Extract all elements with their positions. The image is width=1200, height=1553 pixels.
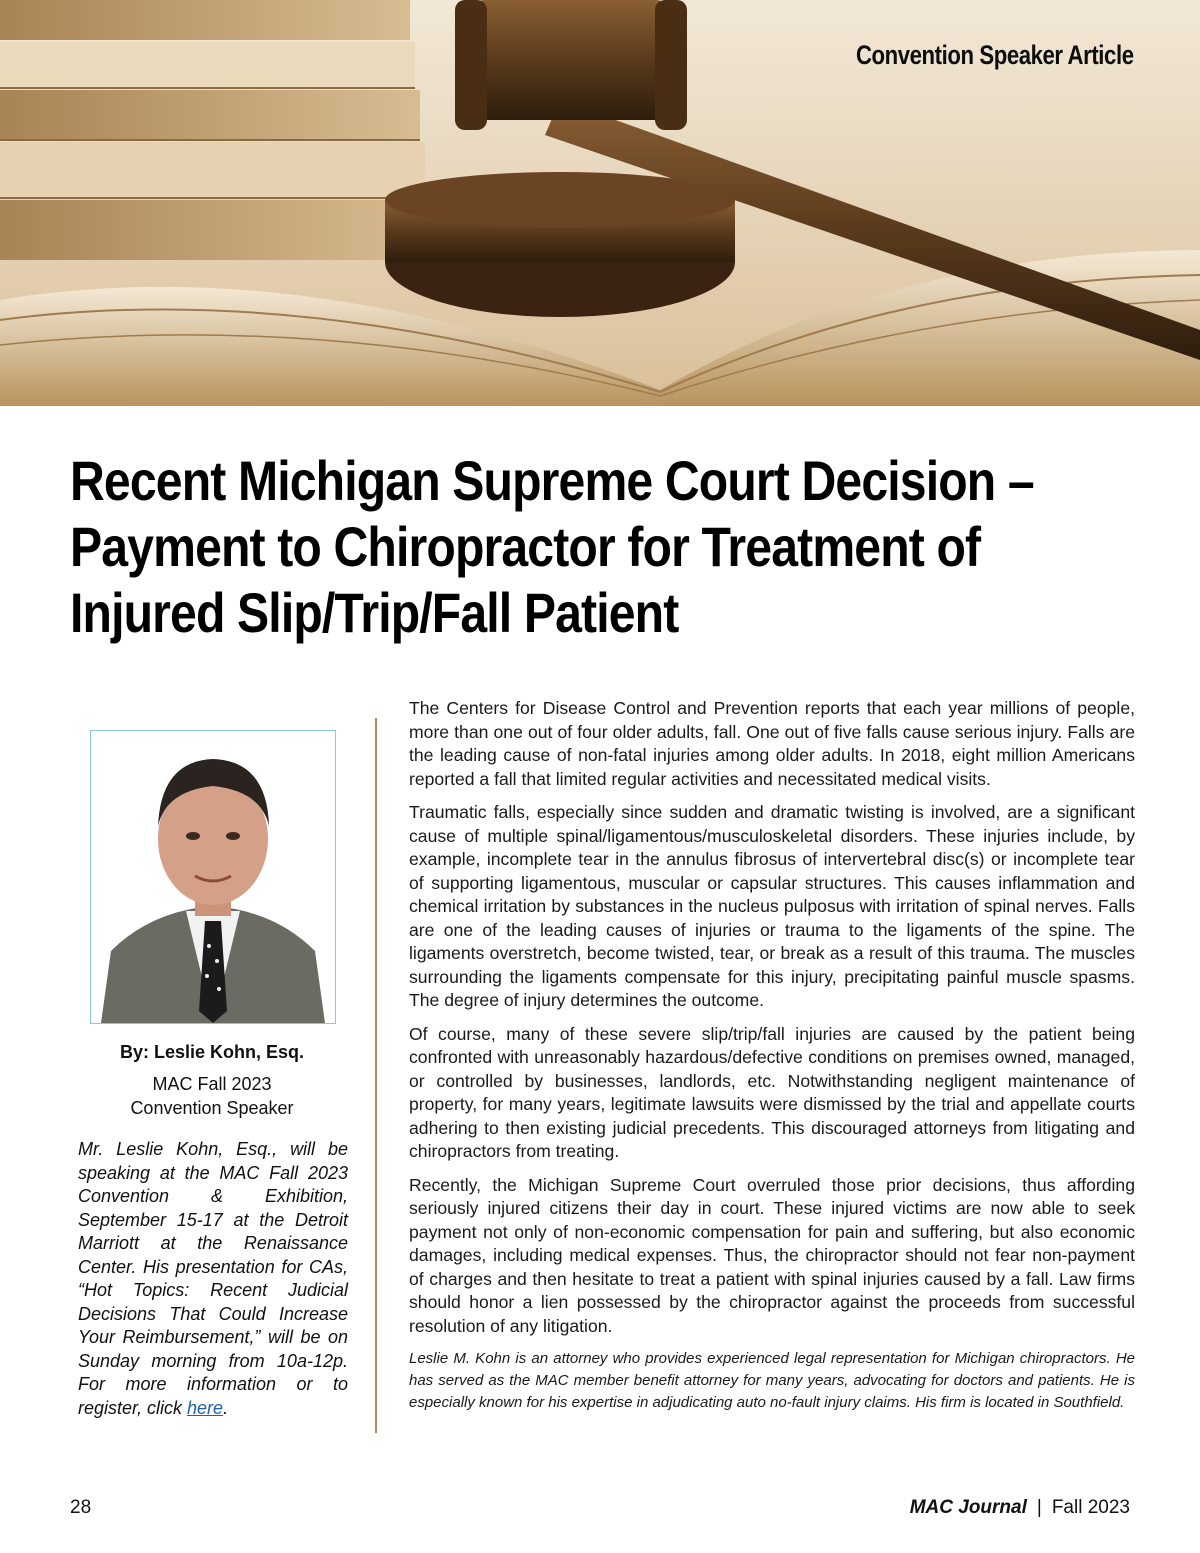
- title-line-2: Payment to Chiropractor for Treatment of: [70, 515, 981, 578]
- title-line-1: Recent Michigan Supreme Court Decision –: [70, 449, 1034, 512]
- speaker-role: [70, 1072, 354, 1120]
- title-line-3: Injured Slip/Trip/Fall Patient: [70, 581, 679, 644]
- author-byline: By: Leslie Kohn, Esq.: [119, 1042, 305, 1062]
- page-number: 28: [70, 1497, 92, 1518]
- issue-label: Fall 2023: [1051, 1497, 1130, 1518]
- article-paragraph-1: The Centers for Disease Control and Prevention reports that each year millions of people, more than one out of four older adults, fall. One out of five falls cause serious injury. Falls are the leading cause of non-fatal injuries among older adults. In 2018, eight million Americans reported a fall that limited regular activities and necessitated medical visits.: [409, 698, 1135, 789]
- section-kicker: Convention Speaker Article: [856, 40, 1134, 70]
- author-portrait-image: [91, 731, 335, 1023]
- hero-banner: [0, 0, 1200, 406]
- bio-end: .: [223, 1397, 229, 1418]
- bio-text: Mr. Leslie Kohn, Esq., will be speaking at the MAC Fall 2023 Convention & Exhibition, September 15-17 at the Detroit Marriott at the Renaissance Center. His presentation for CAs, “Hot Topics: Recent Judicial Decisions That Could Increase Your Reimbursement,” will be on Sunday morning from 10a-12p. For more information or to register, click: [78, 1139, 348, 1418]
- speaker-bio: [78, 1138, 348, 1420]
- role-line-2: Convention Speaker: [130, 1098, 294, 1118]
- article-paragraph-2: Traumatic falls, especially since sudden and dramatic twisting is involved, are a significant cause of multiple spinal/ligamentous/musculoskeletal disorders. These injuries include, by example, incomplete tear in the annulus fibrosus of intervertebral disc(s) or incomplete tear of supporting ligamentous, muscular or capsular structures. This causes inflammation and chemical irritation by substances in the nucleus pulposus with irritation of spinal nerves. Falls are one of the leading causes of injuries or trauma to the ligaments of the spine. The ligaments overstretch, become twisted, tear, or break as a result of this trauma. The muscles surrounding the ligaments compensate for this injury, precipitating painful muscle spasms. The degree of injury determines the outcome.: [409, 802, 1135, 1010]
- article-body: [409, 697, 1135, 1424]
- article-paragraph-3: Of course, many of these severe slip/trip/fall injuries are caused by the patient being confronted with unreasonably hazardous/defective conditions on premises owned, managed, or controlled by businesses, landlords, etc. Notwithstanding negligent maintenance of property, for many years, legitimate lawsuits were dismissed by the trial and appellate courts adhering to then existing judicial precedents. This discouraged attorneys from litigating and chiropractors from treating.: [409, 1023, 1135, 1161]
- footer-publication: [910, 1497, 1130, 1519]
- article-title: [70, 448, 1034, 646]
- journal-name: MAC Journal: [909, 1497, 1027, 1518]
- register-link[interactable]: here: [187, 1397, 224, 1418]
- article-paragraph-4: Recently, the Michigan Supreme Court overruled those prior decisions, thus affording seriously injured citizens their day in court. These injured victims are now able to seek payment not only of non-economic compensation for pain and suffering, but also economic damages, including medical expenses. Thus, the chiropractor should not fear non-payment of charges and then hesitate to treat a patient with spinal injuries caused by a fall. Law firms should honor a lien possessed by the chiropractor against the proceeds from successful resolution of any litigation.: [409, 1174, 1135, 1336]
- column-divider: [375, 718, 377, 1433]
- author-photo: [90, 730, 336, 1024]
- role-line-1: MAC Fall 2023: [152, 1074, 272, 1094]
- author-note: Leslie M. Kohn is an attorney who provides experienced legal representation for Michigan chiropractors. He has served as the MAC member benefit attorney for many years, advocating for doctors and patients. He is especially known for his expertise in adjudicating auto no-fault injury claims. His firm is located in Southfield.: [409, 1350, 1135, 1411]
- footer-separator: |: [1036, 1497, 1042, 1518]
